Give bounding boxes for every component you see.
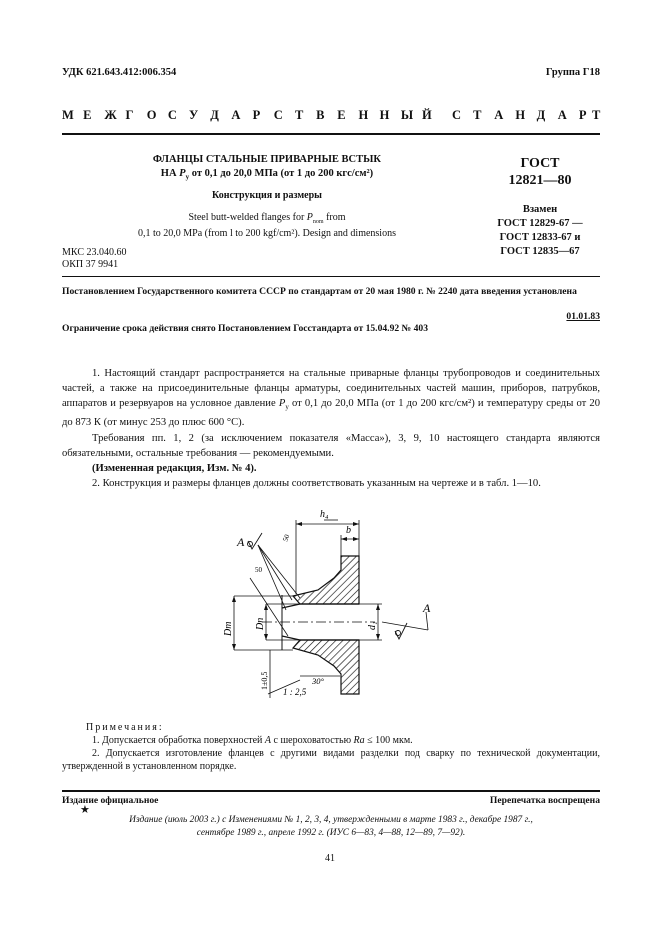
label-dn: Dn — [255, 617, 266, 630]
banner-letter: Т — [294, 108, 304, 122]
banner-letter: А — [494, 108, 504, 122]
udk-code: УДК 621.643.412:006.354 — [62, 67, 177, 78]
gost-number: 12821—80 — [508, 173, 572, 188]
mks-code: МКС 23.040.60 — [62, 247, 127, 258]
star-icon: ★ — [80, 804, 90, 816]
banner-letter: Ы — [400, 108, 414, 122]
arrow-d1-top — [376, 604, 380, 610]
title-en-line1-post: from — [323, 212, 346, 223]
banner-letter: Н — [379, 108, 390, 122]
title-en-line1-pre: Steel butt-welded flanges for — [188, 212, 307, 223]
official-edition: Издание официальное — [62, 795, 159, 806]
para1-part-b: от 0,1 до 20,0 МПа (от 1 до 200 кгс/см²) и температуру среды от 20 до 873 К (от минус 253 до плюс 600 °С). — [62, 398, 600, 429]
label-tolerance: 1±0,5 — [260, 671, 269, 690]
banner-letter: Е — [337, 108, 346, 122]
page-number: 41 — [325, 853, 335, 864]
banner-letter: С — [167, 108, 177, 122]
arrow-dm-bottom — [232, 644, 236, 650]
title-en-line1-sub: nom — [312, 219, 324, 225]
title-ru-line2-post: от 0,1 до 20,0 МПа (от 1 до 200 кгс/см²) — [189, 168, 374, 179]
banner-letter: Н — [358, 108, 369, 122]
title-ru-line2-pre: НА — [160, 168, 180, 179]
leader-a-1 — [258, 545, 292, 600]
note-2: 2. Допускается изготовление фланцев с другими видами разделки под сварку по технической документации, утвержденной в установленном порядке. — [62, 748, 600, 772]
banner-letter: Й — [422, 108, 432, 122]
replaces-item: ГОСТ 12829-67 — — [497, 218, 583, 229]
title-en-line2: 0,1 to 20,0 MPa (from l to 200 kgf/cm²). Design and dimensions — [138, 228, 396, 239]
arrow-dn-bottom — [264, 634, 268, 640]
replaces-item: ГОСТ 12835—67 — [500, 246, 580, 257]
banner-letter: Д — [210, 108, 219, 122]
reprint-notice: Перепечатка воспрещена — [489, 795, 600, 806]
title-en-line1-var: P — [306, 212, 313, 223]
banner-letter: Г — [125, 108, 134, 122]
leader-a-2 — [258, 545, 300, 598]
banner-letter: Р — [252, 108, 261, 122]
note1-pre: 1. Допускается обработка поверхностей — [92, 735, 265, 746]
label-d1: d₁ — [367, 621, 378, 630]
banner-letter: О — [146, 108, 157, 122]
label-a-right: A — [423, 601, 431, 615]
banner-letter: В — [316, 108, 325, 122]
edition-info — [62, 814, 600, 840]
label-dm: Dm — [223, 621, 234, 636]
label-h4: h₄ — [320, 509, 329, 520]
banner-letter: Д — [536, 108, 546, 122]
banner-letter: Е — [83, 108, 92, 122]
bevel-bottom — [282, 636, 300, 640]
footer-rule — [62, 790, 600, 792]
group-code: Группа Г18 — [545, 67, 600, 78]
banner-letter: У — [189, 108, 199, 122]
edition-line-1: Издание (июль 2003 г.) с Изменениями № 1, 2, 3, 4, утвержденными в марте 1983 г., декабре 1987 г., — [129, 815, 533, 825]
label-a-left: A — [237, 535, 245, 549]
label-angle: 30° — [312, 676, 324, 686]
arrow-dm-top — [232, 596, 236, 602]
label-finish-top: 50 — [281, 533, 292, 543]
arrow-h4-right — [353, 522, 359, 526]
arrow-h4-left — [296, 522, 302, 526]
introduction-date: 01.01.83 — [566, 311, 600, 322]
note1-mid: с шероховатостью — [271, 735, 354, 746]
notes-body — [62, 734, 600, 773]
arrow-b-left — [341, 537, 347, 541]
banner-letter: Т — [473, 108, 482, 122]
banner-letter: Н — [515, 108, 526, 122]
banner-letter: А — [557, 108, 567, 122]
para1-var: P — [278, 398, 286, 409]
note1-var: А — [264, 735, 271, 746]
note1-ra: Ra — [353, 735, 365, 746]
title-ru-line2-sub: у — [185, 173, 190, 182]
label-finish-left: 50 — [255, 566, 262, 574]
flange-section-lower — [293, 640, 359, 694]
flange-section-upper — [293, 556, 359, 604]
note-1 — [62, 734, 600, 747]
para1-part-a: 1. Настоящий стандарт распространяется на стальные приварные фланцы трубопроводов и соединительных частей, а также на присоединительные фланцы арматуры, соединительных частей машин, приборов, патрубков, аппаратов и резервуаров на условное давление — [62, 368, 600, 409]
banner-letter: А — [231, 108, 241, 122]
banner-letter: Р — [578, 108, 587, 122]
banner-letter: М — [62, 108, 74, 122]
okp-code: ОКП 37 9941 — [62, 259, 119, 270]
notes-heading: Примечания: — [86, 722, 164, 733]
banner-letter: С — [273, 108, 283, 122]
banner-letter: С — [452, 108, 462, 122]
arrow-b-right — [353, 537, 359, 541]
decree-text: Постановлением Государственного комитета СССР по стандартам от 20 мая 1980 г. № 2240 дата введения установлена — [62, 286, 577, 297]
banner-letter: Ж — [104, 108, 117, 122]
limitation-text: Ограничение срока действия снято Постановлением Госстандарта от 15.04.92 № 403 — [62, 323, 428, 334]
amendment-note: (Измененная редакция, Изм. № 4). — [92, 463, 257, 475]
leader-a-3 — [258, 545, 286, 610]
label-b: b — [346, 525, 351, 536]
note1-post: ≤ 100 мкм. — [364, 735, 413, 746]
arrow-d1-bottom — [376, 634, 380, 640]
replaces-item: ГОСТ 12833-67 и — [499, 232, 581, 243]
banner-letter: Т — [592, 108, 601, 122]
para1-sub: у — [285, 403, 289, 412]
gost-label: ГОСТ — [520, 156, 560, 171]
paragraph-3: 2. Конструкция и размеры фланцев должны соответствовать указанным на чертеже и в табл. 1—10. — [92, 478, 541, 490]
replaces-label: Взамен — [522, 204, 558, 215]
edition-line-2: сентябре 1989 г., апреле 1992 г. (ИУС 6—83, 4—88, 12—89, 7—92). — [196, 828, 466, 838]
label-slope: 1 : 2,5 — [283, 687, 307, 697]
title-ru-line1: ФЛАНЦЫ СТАЛЬНЫЕ ПРИВАРНЫЕ ВСТЫК — [152, 154, 382, 165]
subtitle-ru: Конструкция и размеры — [212, 190, 322, 201]
title-ru-line2-var: P — [179, 168, 186, 179]
paragraph-2: Требования пп. 1, 2 (за исключением показателя «Масса»), 3, 9, 10 настоящего стандарта являются обязательными, остальные требования — рекомендуемыми. — [62, 433, 600, 460]
